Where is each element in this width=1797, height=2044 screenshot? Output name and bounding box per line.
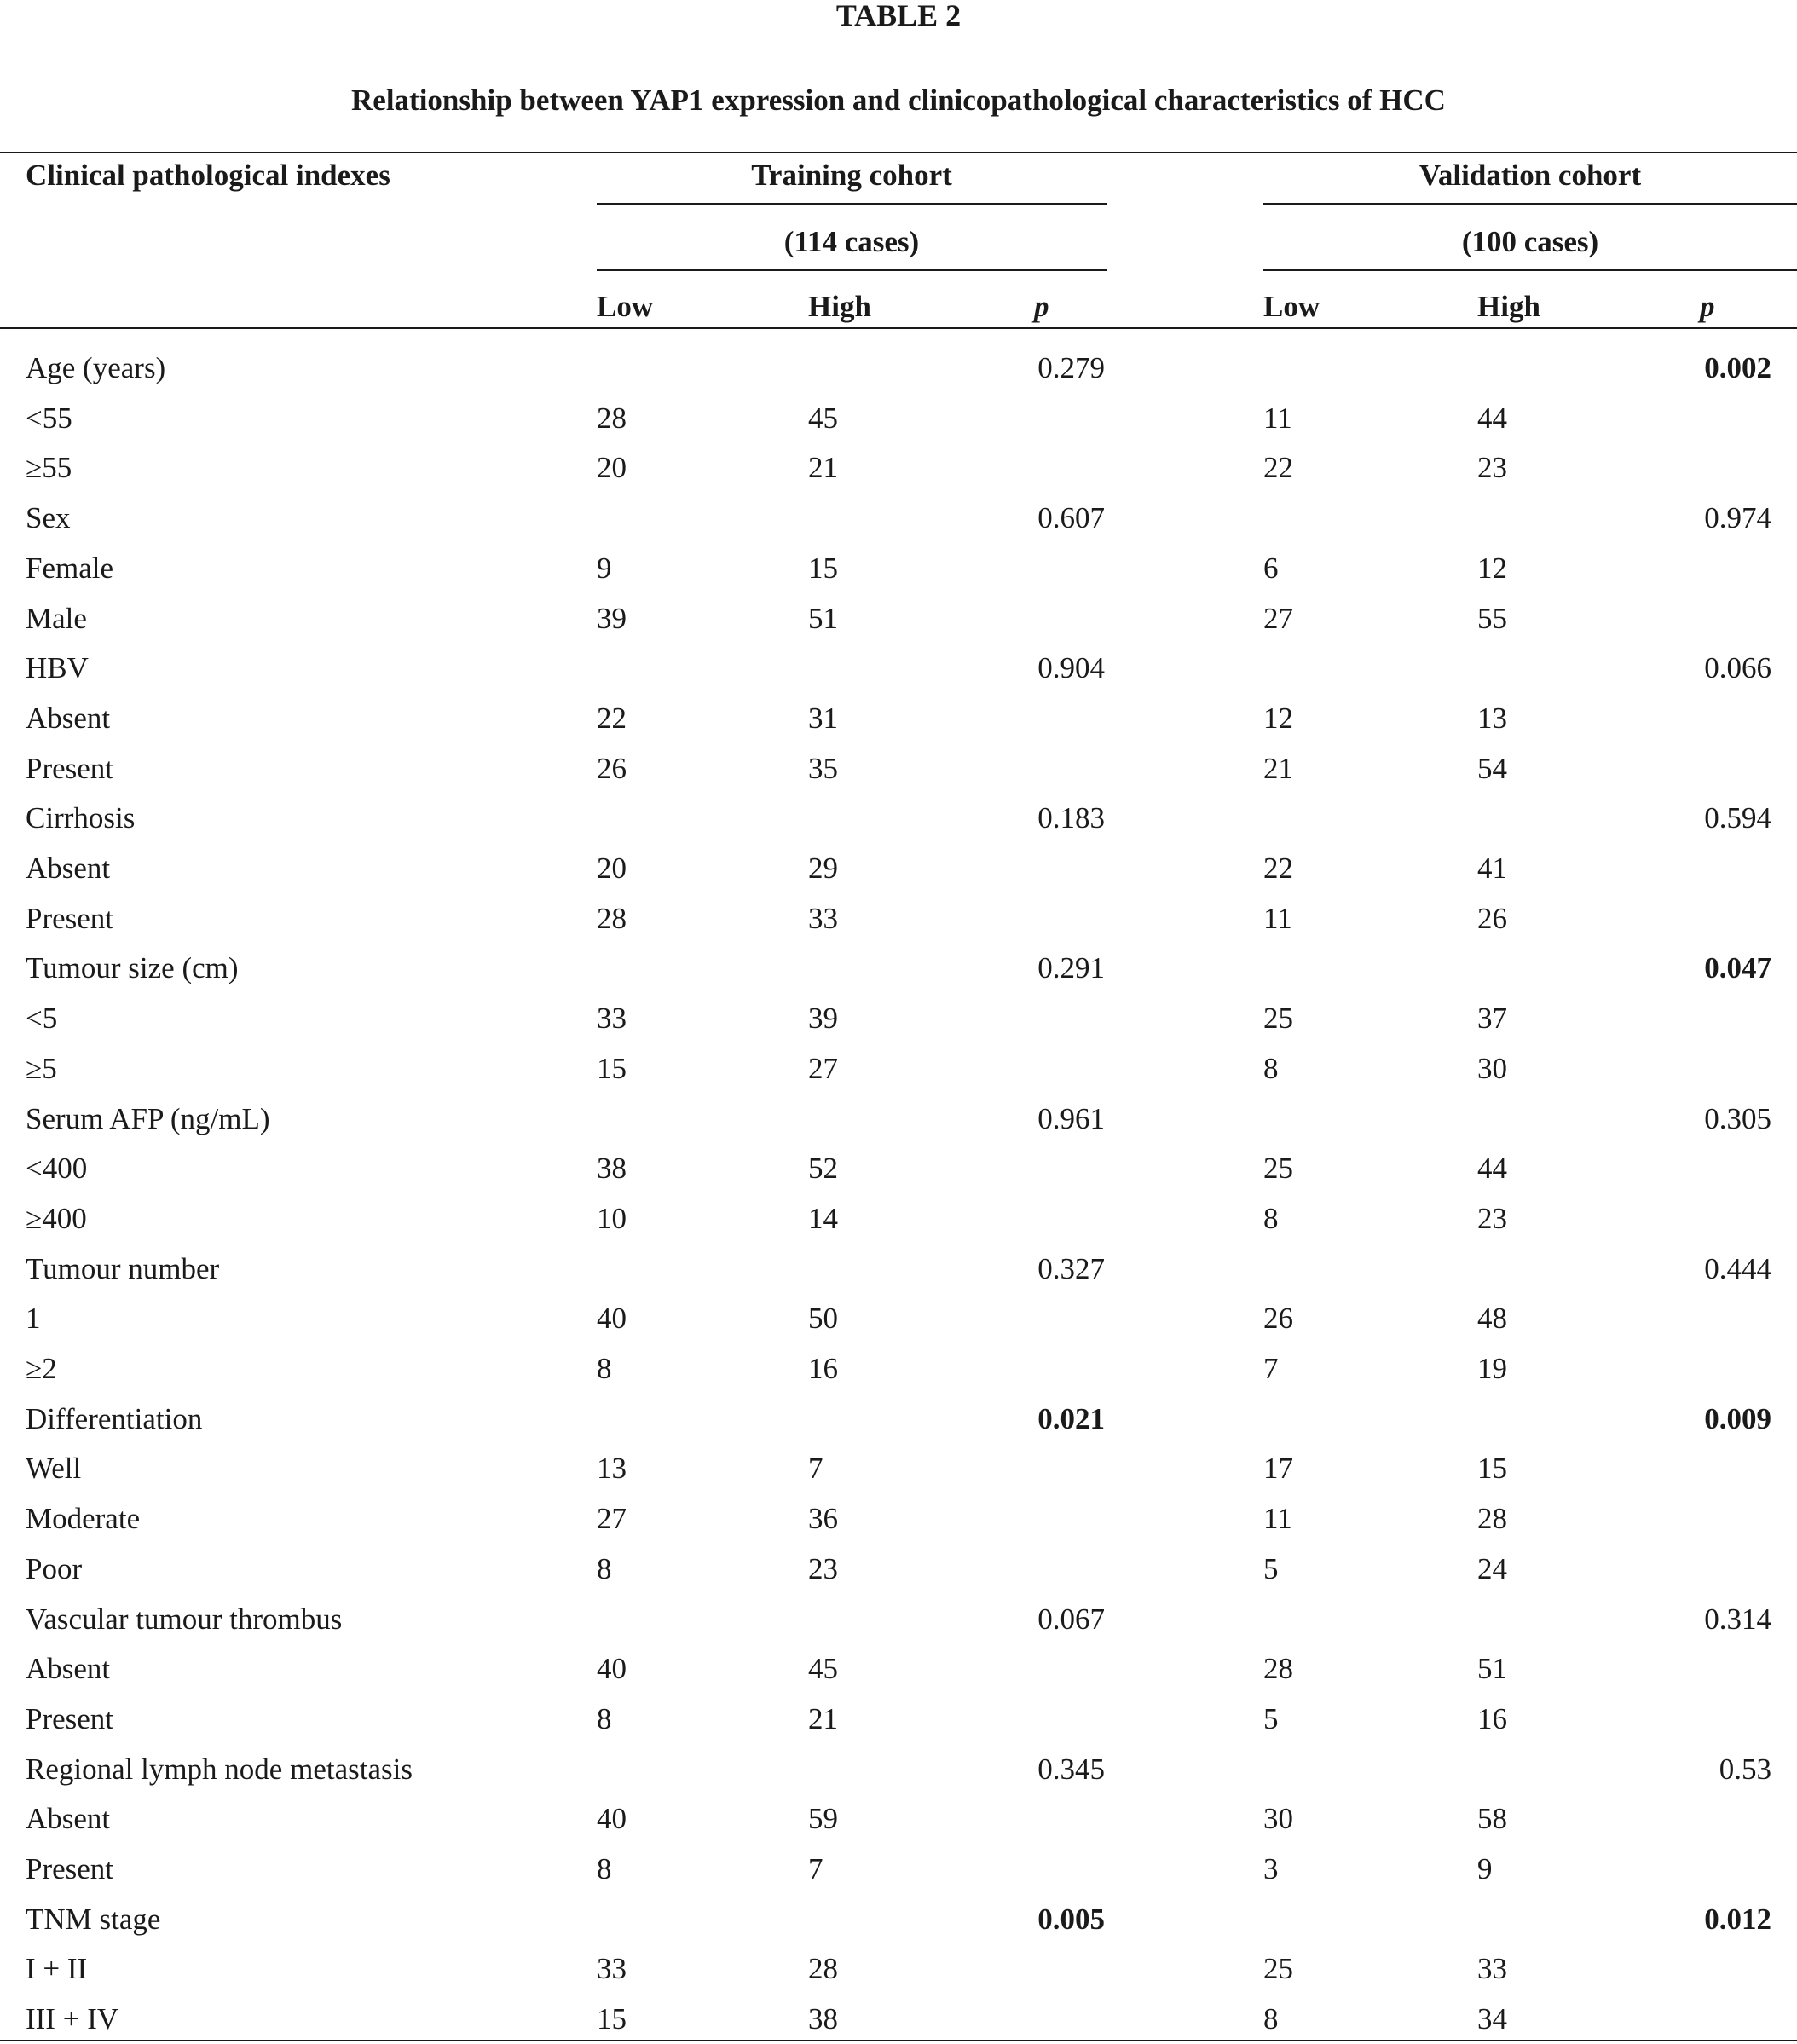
validation-low-cell: 11 [1263, 1502, 1292, 1535]
validation-high-cell: 37 [1477, 1002, 1507, 1035]
row-label: Moderate [26, 1502, 141, 1535]
training-p-cell: 0.607 [1037, 501, 1105, 534]
training-low-cell: 15 [597, 2002, 627, 2035]
training-high-cell: 15 [808, 551, 838, 585]
row-label: ≥2 [26, 1352, 57, 1385]
training-high-cell: 45 [808, 1652, 838, 1685]
header-validation-name: Validation cohort [1419, 159, 1642, 192]
top-rule [0, 152, 1797, 153]
validation-low-cell: 12 [1263, 702, 1293, 735]
header-training-p: p [1034, 290, 1049, 323]
validation-p-cell: 0.53 [1719, 1752, 1771, 1786]
header-training-name: Training cohort [751, 159, 952, 192]
row-label: Poor [26, 1552, 83, 1585]
validation-p-cell: 0.009 [1704, 1402, 1771, 1435]
row-label: Sex [26, 501, 71, 534]
training-name-rule [597, 203, 1107, 205]
validation-high-cell: 34 [1477, 2002, 1507, 2035]
validation-low-cell: 11 [1263, 902, 1292, 935]
row-label: Tumour number [26, 1252, 220, 1285]
validation-low-cell: 30 [1263, 1802, 1293, 1835]
validation-p-cell: 0.002 [1704, 351, 1771, 384]
row-label: Present [26, 752, 114, 785]
training-high-cell: 36 [808, 1502, 838, 1535]
header-validation-high: High [1477, 290, 1540, 323]
row-label: Present [26, 1702, 114, 1735]
validation-low-cell: 26 [1263, 1302, 1293, 1335]
training-high-cell: 14 [808, 1202, 838, 1235]
validation-low-cell: 8 [1263, 1052, 1279, 1085]
row-label: Male [26, 602, 87, 635]
validation-p-cell: 0.066 [1704, 651, 1771, 684]
training-p-cell: 0.067 [1037, 1602, 1105, 1636]
training-low-cell: 33 [597, 1002, 627, 1035]
training-high-cell: 39 [808, 1002, 838, 1035]
validation-high-cell: 51 [1477, 1652, 1507, 1685]
training-low-cell: 8 [597, 1352, 612, 1385]
validation-high-cell: 12 [1477, 551, 1507, 585]
row-label: Regional lymph node metastasis [26, 1752, 413, 1786]
validation-low-cell: 25 [1263, 1952, 1293, 1985]
row-label: Absent [26, 702, 111, 735]
training-low-cell: 27 [597, 1502, 627, 1535]
validation-low-cell: 25 [1263, 1002, 1293, 1035]
row-label: <400 [26, 1152, 88, 1185]
row-label: Age (years) [26, 351, 166, 384]
training-high-cell: 51 [808, 602, 838, 635]
row-label: Present [26, 1852, 114, 1885]
training-p-cell: 0.327 [1037, 1252, 1105, 1285]
row-label: Female [26, 551, 114, 585]
validation-high-cell: 30 [1477, 1052, 1507, 1085]
training-high-cell: 21 [808, 451, 838, 484]
training-high-cell: 21 [808, 1702, 838, 1735]
validation-high-cell: 44 [1477, 401, 1507, 435]
table-caption: Relationship between YAP1 expression and clinicopathological characteristics of HCC [351, 84, 1446, 117]
row-label: Absent [26, 1802, 111, 1835]
training-high-cell: 7 [808, 1852, 823, 1885]
validation-p-cell: 0.047 [1704, 951, 1771, 984]
training-high-cell: 7 [808, 1452, 823, 1485]
training-high-cell: 31 [808, 702, 838, 735]
validation-p-cell: 0.444 [1704, 1252, 1771, 1285]
validation-low-cell: 27 [1263, 602, 1293, 635]
training-p-cell: 0.279 [1037, 351, 1105, 384]
training-low-cell: 40 [597, 1652, 627, 1685]
validation-low-cell: 8 [1263, 1202, 1279, 1235]
validation-high-cell: 16 [1477, 1702, 1507, 1735]
validation-high-cell: 55 [1477, 602, 1507, 635]
training-high-cell: 27 [808, 1052, 838, 1085]
training-p-cell: 0.961 [1037, 1102, 1105, 1135]
training-high-cell: 38 [808, 2002, 838, 2035]
validation-p-cell: 0.012 [1704, 1903, 1771, 1936]
row-label: Present [26, 902, 114, 935]
training-low-cell: 20 [597, 852, 627, 885]
training-high-cell: 29 [808, 852, 838, 885]
header-training-cases: (114 cases) [783, 225, 920, 258]
training-low-cell: 26 [597, 752, 627, 785]
row-label: Differentiation [26, 1402, 203, 1435]
training-p-cell: 0.345 [1037, 1752, 1105, 1786]
validation-high-cell: 58 [1477, 1802, 1507, 1835]
validation-low-cell: 3 [1263, 1852, 1279, 1885]
validation-high-cell: 9 [1477, 1852, 1493, 1885]
validation-low-cell: 11 [1263, 401, 1292, 435]
training-low-cell: 40 [597, 1802, 627, 1835]
validation-high-cell: 23 [1477, 451, 1507, 484]
training-low-cell: 28 [597, 401, 627, 435]
training-low-cell: 40 [597, 1302, 627, 1335]
row-label: Cirrhosis [26, 801, 136, 834]
training-p-cell: 0.904 [1037, 651, 1105, 684]
validation-high-cell: 54 [1477, 752, 1507, 785]
validation-high-cell: 13 [1477, 702, 1507, 735]
training-low-cell: 8 [597, 1552, 612, 1585]
validation-low-cell: 28 [1263, 1652, 1293, 1685]
validation-low-cell: 17 [1263, 1452, 1293, 1485]
training-low-cell: 8 [597, 1702, 612, 1735]
training-low-cell: 9 [597, 551, 612, 585]
validation-low-cell: 25 [1263, 1152, 1293, 1185]
header-validation-cases: (100 cases) [1461, 225, 1599, 258]
training-high-cell: 23 [808, 1552, 838, 1585]
bottom-rule [0, 2040, 1797, 2041]
training-low-cell: 10 [597, 1202, 627, 1235]
row-label: Serum AFP (ng/mL) [26, 1102, 270, 1135]
header-training-high: High [808, 290, 871, 323]
training-low-cell: 22 [597, 702, 627, 735]
validation-high-cell: 24 [1477, 1552, 1507, 1585]
training-low-cell: 13 [597, 1452, 627, 1485]
training-low-cell: 20 [597, 451, 627, 484]
header-validation-p: p [1700, 290, 1715, 323]
training-high-cell: 50 [808, 1302, 838, 1335]
validation-high-cell: 48 [1477, 1302, 1507, 1335]
training-low-cell: 28 [597, 902, 627, 935]
validation-high-cell: 15 [1477, 1452, 1507, 1485]
training-low-cell: 8 [597, 1852, 612, 1885]
row-label: 1 [26, 1302, 41, 1335]
validation-p-cell: 0.305 [1704, 1102, 1771, 1135]
row-label: I + II [26, 1952, 88, 1985]
training-cases-rule [597, 269, 1107, 271]
row-label: Well [26, 1452, 82, 1485]
validation-high-cell: 44 [1477, 1152, 1507, 1185]
training-p-cell: 0.005 [1037, 1903, 1105, 1936]
header-validation-low: Low [1263, 290, 1320, 323]
header-training-low: Low [597, 290, 654, 323]
training-low-cell: 33 [597, 1952, 627, 1985]
row-label: <55 [26, 401, 72, 435]
training-p-cell: 0.291 [1037, 951, 1105, 984]
training-low-cell: 15 [597, 1052, 627, 1085]
validation-p-cell: 0.594 [1704, 801, 1771, 834]
training-high-cell: 33 [808, 902, 838, 935]
header-bottom-rule [0, 327, 1797, 329]
validation-low-cell: 22 [1263, 852, 1293, 885]
row-label: TNM stage [26, 1903, 161, 1936]
row-label: Vascular tumour thrombus [26, 1602, 343, 1636]
validation-high-cell: 41 [1477, 852, 1507, 885]
validation-low-cell: 5 [1263, 1552, 1279, 1585]
row-label: ≥5 [26, 1052, 57, 1085]
validation-p-cell: 0.974 [1704, 501, 1771, 534]
training-low-cell: 38 [597, 1152, 627, 1185]
row-label: III + IV [26, 2002, 119, 2035]
table-label: TABLE 2 [835, 0, 962, 32]
row-label: Tumour size (cm) [26, 951, 239, 984]
row-label: Absent [26, 852, 111, 885]
training-low-cell: 39 [597, 602, 627, 635]
validation-name-rule [1263, 203, 1797, 205]
validation-high-cell: 23 [1477, 1202, 1507, 1235]
validation-high-cell: 19 [1477, 1352, 1507, 1385]
header-index-col: Clinical pathological indexes [26, 159, 390, 192]
validation-low-cell: 7 [1263, 1352, 1279, 1385]
training-high-cell: 45 [808, 401, 838, 435]
validation-low-cell: 6 [1263, 551, 1279, 585]
training-high-cell: 59 [808, 1802, 838, 1835]
training-high-cell: 35 [808, 752, 838, 785]
row-label: ≥55 [26, 451, 72, 484]
validation-p-cell: 0.314 [1704, 1602, 1771, 1636]
row-label: <5 [26, 1002, 58, 1035]
training-p-cell: 0.021 [1037, 1402, 1105, 1435]
validation-low-cell: 22 [1263, 451, 1293, 484]
validation-high-cell: 26 [1477, 902, 1507, 935]
row-label: ≥400 [26, 1202, 87, 1235]
training-high-cell: 52 [808, 1152, 838, 1185]
validation-low-cell: 21 [1263, 752, 1293, 785]
validation-low-cell: 8 [1263, 2002, 1279, 2035]
validation-high-cell: 33 [1477, 1952, 1507, 1985]
validation-high-cell: 28 [1477, 1502, 1507, 1535]
validation-cases-rule [1263, 269, 1797, 271]
training-high-cell: 16 [808, 1352, 838, 1385]
training-p-cell: 0.183 [1037, 801, 1105, 834]
validation-low-cell: 5 [1263, 1702, 1279, 1735]
row-label: HBV [26, 651, 89, 684]
row-label: Absent [26, 1652, 111, 1685]
training-high-cell: 28 [808, 1952, 838, 1985]
